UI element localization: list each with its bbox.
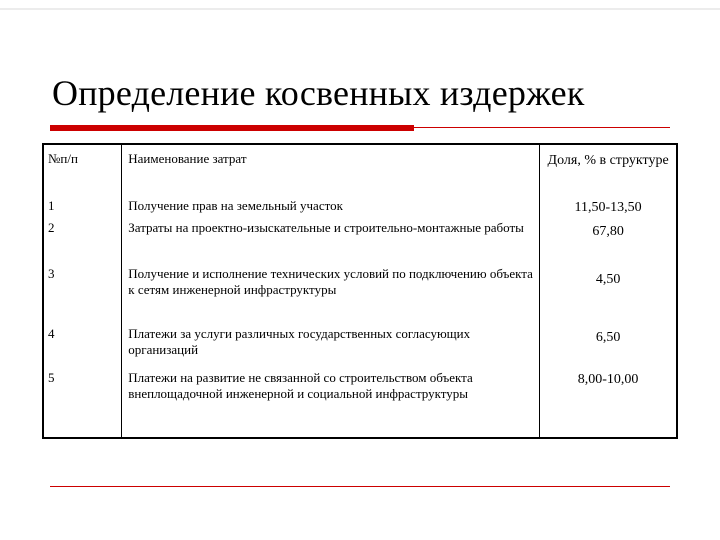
row-share: 67,80 xyxy=(540,220,677,266)
row-number: 2 xyxy=(43,220,122,266)
row-name: Платежи за услуги различных государственных согласующих организаций xyxy=(122,326,540,370)
row-name: Получение прав на земельный участок xyxy=(122,192,540,220)
header-number: №п/п xyxy=(43,144,122,192)
table-row xyxy=(43,192,677,220)
row-number: 5 xyxy=(43,370,122,438)
title-underline-thick xyxy=(50,125,414,131)
row-name: Затраты на проектно-изыскательные и строительно-монтажные работы xyxy=(122,220,540,266)
header-name: Наименование затрат xyxy=(122,144,540,192)
row-share: 6,50 xyxy=(540,326,677,370)
title-underline-thin xyxy=(414,127,670,128)
row-name: Платежи на развитие не связанной со строительством объекта внеплощадочной инженерной и социальной инфраструктуры xyxy=(122,370,540,438)
bottom-rule xyxy=(50,486,670,487)
slide-top-frame xyxy=(0,0,720,10)
table-row xyxy=(43,326,677,370)
table-row xyxy=(43,266,677,326)
slide-title: Определение косвенных издержек xyxy=(52,73,585,113)
row-number: 3 xyxy=(43,266,122,326)
table-header-row xyxy=(43,144,677,192)
row-share: 4,50 xyxy=(540,266,677,326)
row-number: 4 xyxy=(43,326,122,370)
row-share: 8,00-10,00 xyxy=(540,370,677,438)
header-share: Доля, % в структуре xyxy=(540,144,677,192)
table-row xyxy=(43,220,677,266)
row-name: Получение и исполнение технических условий по подключению объекта к сетям инженерной инфраструктуры xyxy=(122,266,540,326)
table-row xyxy=(43,370,677,438)
row-number: 1 xyxy=(43,192,122,220)
cost-table xyxy=(42,143,678,439)
row-share: 11,50-13,50 xyxy=(540,192,677,220)
